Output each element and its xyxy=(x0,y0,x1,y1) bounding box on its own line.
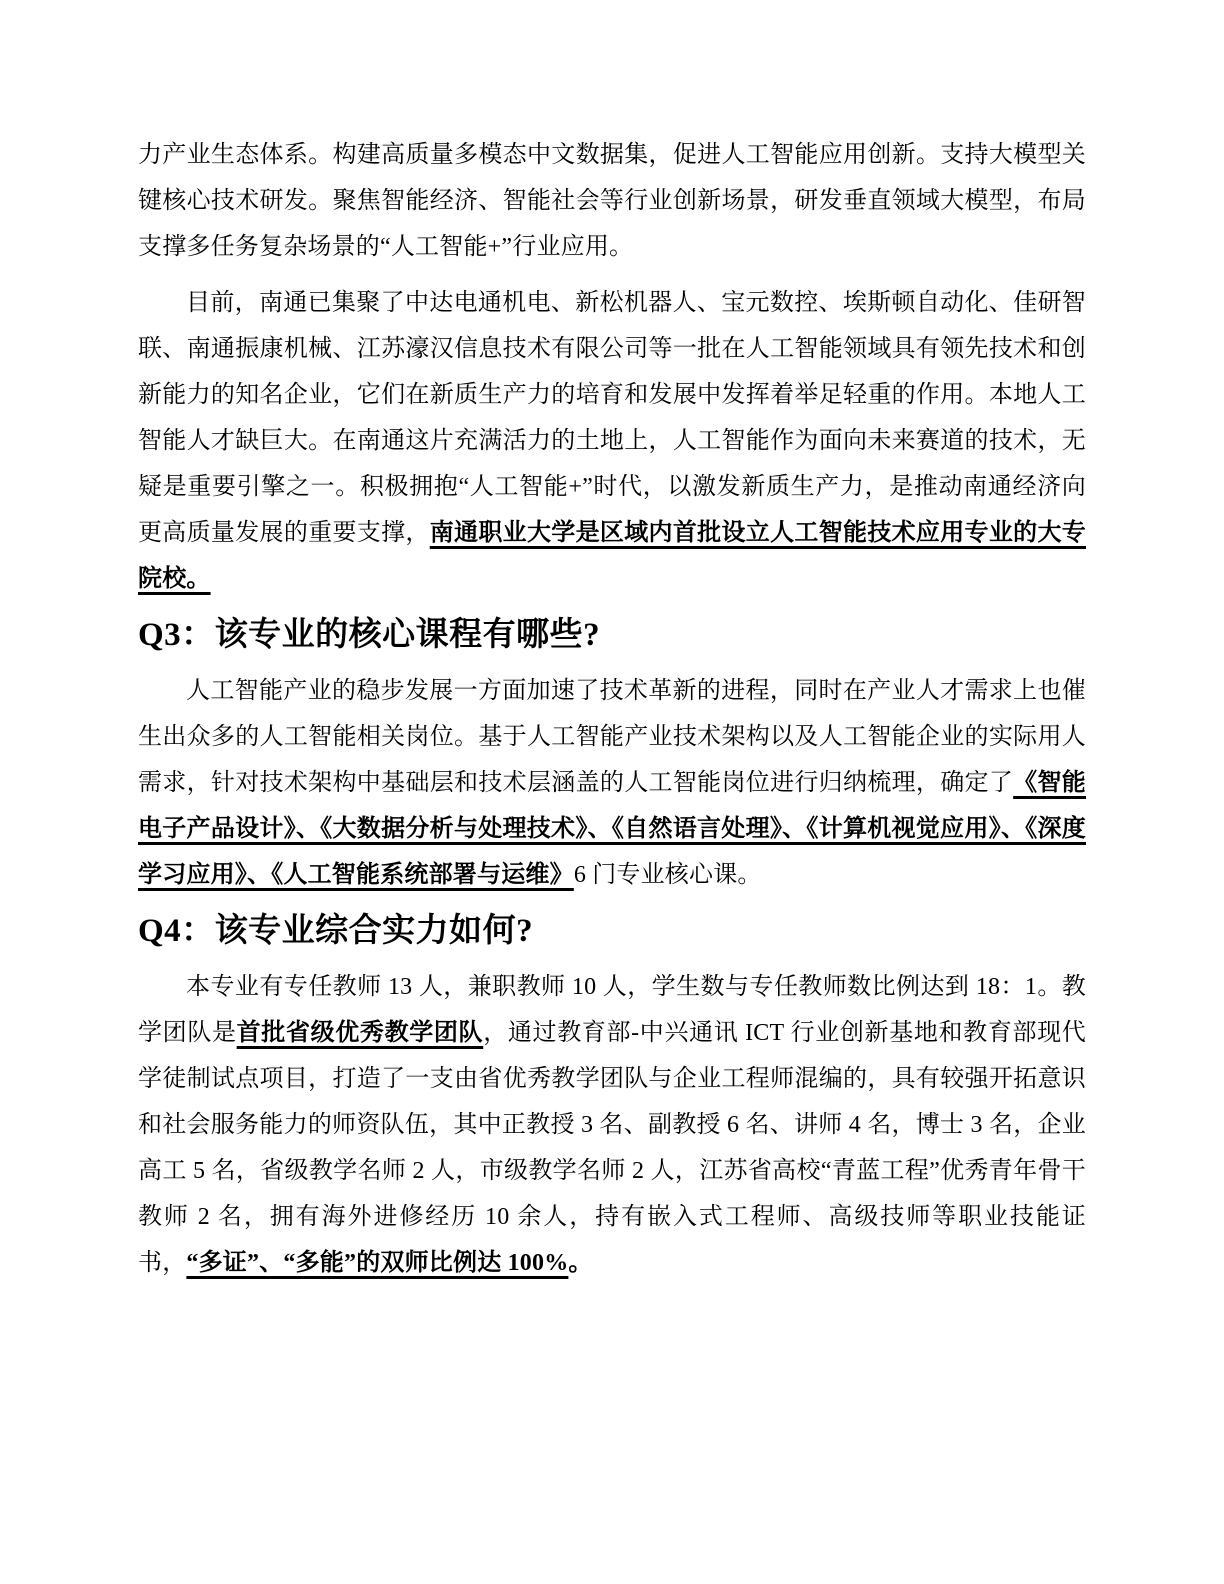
body-paragraph xyxy=(138,964,1086,1286)
text-run: 人工智能产业的稳步发展一方面加速了技术革新的进程，同时在产业人才需求上也催生出众多的人工智能相关岗位。基于人工智能产业技术架构以及人工智能企业的实际用人需求，针对技术架构中基础层和技术层涵盖的人工智能岗位进行归纳梳理，确定了 xyxy=(138,678,1086,796)
body-paragraph xyxy=(138,280,1086,602)
emphasis-run: 南通职业大学是区域内首批设立人工智能技术应用专业的大专院校。 xyxy=(138,520,1086,592)
text-run: 该专业的核心课程有哪些? xyxy=(214,617,601,653)
text-run: 该专业综合实力如何? xyxy=(214,913,534,949)
text-run: 目前，南通已集聚了中达电通机电、新松机器人、宝元数控、埃斯顿自动化、佳研智联、南通振康机械、江苏濠汉信息技术有限公司等一批在人工智能领域具有领先技术和创新能力的知名企业，它们在新质生产力的培育和发展中发挥着举足轻重的作用。本地人工智能人才缺巨大。在南通这片充满活力的土地上，人工智能作为面向未来赛道的技术，无疑是重要引擎之一。积极拥抱“人工智能+”时代，以激发新质生产力，是推动南通经济向更高质量发展的重要支撑， xyxy=(138,290,1086,546)
body-paragraph xyxy=(138,132,1086,270)
text-run: 本专业有专任教师 13 人，兼职教师 10 人，学生数与专任教师数比例达到 18：1。教学团队是 xyxy=(138,974,1086,1046)
text-run: 力产业生态体系。构建高质量多模态中文数据集，促进人工智能应用创新。支持大模型关键核心技术研发。聚焦智能经济、智能社会等行业创新场景，研发垂直领域大模型，布局支撑多任务复杂场景的“人工智能+”行业应用。 xyxy=(138,142,1086,260)
emphasis-run: 首批省级优秀教学团队 xyxy=(236,1020,484,1046)
question-heading xyxy=(138,908,1086,954)
text-run: 6 门专业核心课。 xyxy=(573,862,762,888)
emphasis-run: 。 xyxy=(568,1250,593,1276)
question-heading xyxy=(138,612,1086,658)
question-number: Q3： xyxy=(138,617,215,653)
document-content xyxy=(138,132,1086,1296)
emphasis-run: “多证”、“多能”的双师比例达 100% xyxy=(186,1250,569,1276)
text-run: ，通过教育部-中兴通讯 ICT 行业创新基地和教育部现代学徒制试点项目，打造了一支由省优秀教学团队与企业工程师混编的，具有较强开拓意识和社会服务能力的师资队伍，其中正教授 3 名、副教授 6 名、讲师 4 名，博士 3 名，企业高工 5 名，省级教学名师 2 人，市级教学名师 2 人，江苏省高校“青蓝工程”优秀青年骨干教师 2 名，拥有海外进修经历 10 余人，持有嵌入式工程师、高级技师等职业技能证书， xyxy=(138,1020,1086,1276)
emphasis-run: 《智能电子产品设计》、《大数据分析与处理技术》、《自然语言处理》、《计算机视觉应用》、《深度学习应用》、《人工智能系统部署与运维》 xyxy=(138,770,1086,888)
question-number: Q4： xyxy=(138,913,215,949)
body-paragraph xyxy=(138,668,1086,898)
